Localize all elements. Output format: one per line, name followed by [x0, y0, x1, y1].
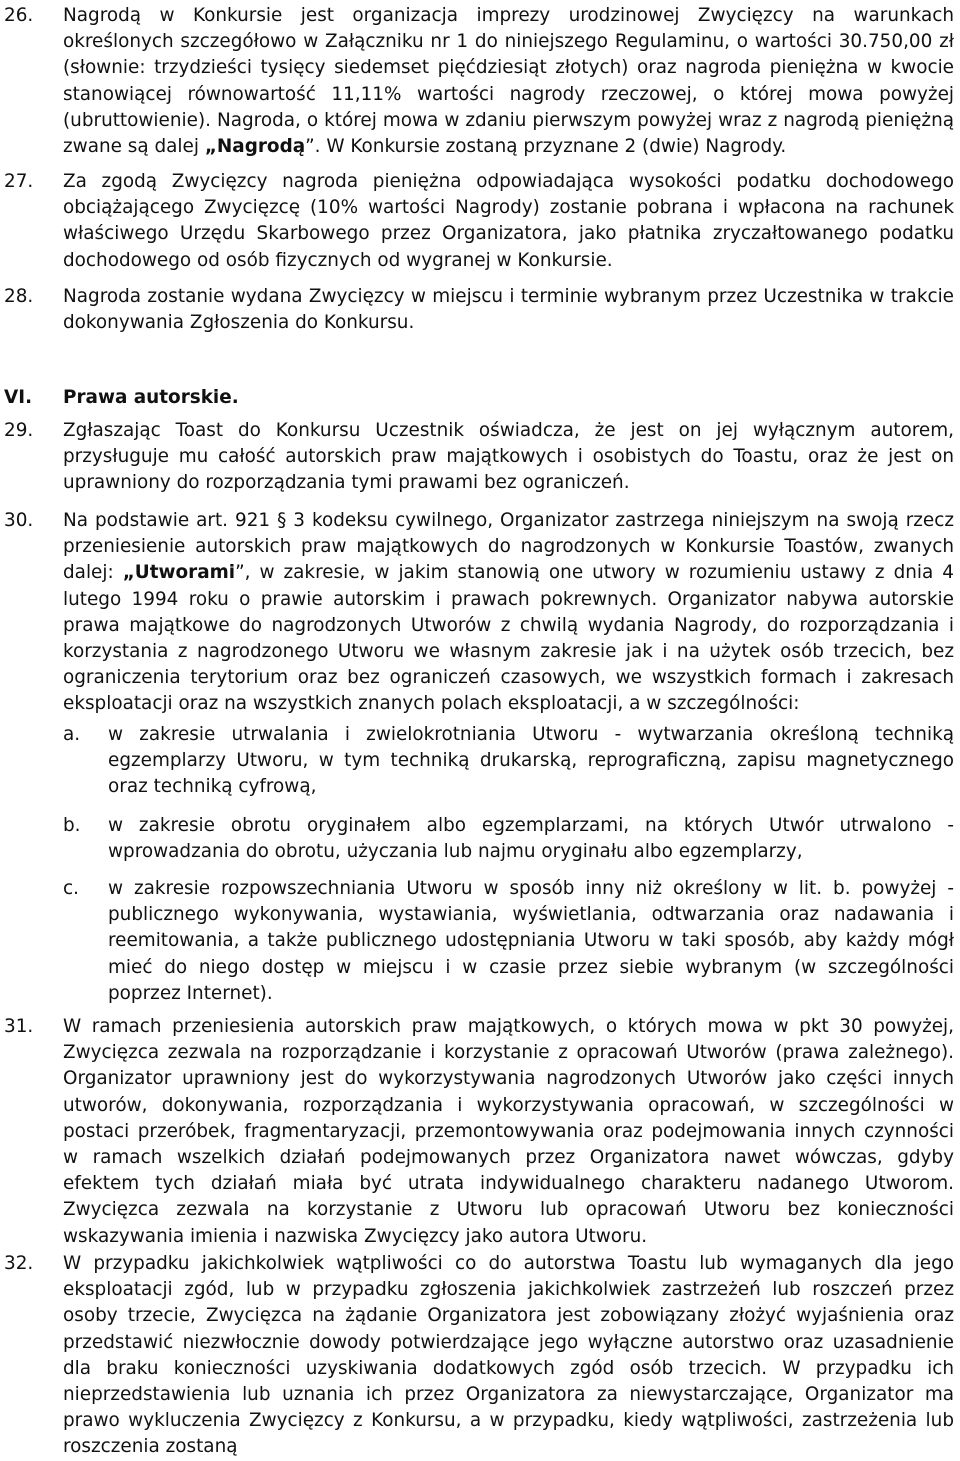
paragraph-number: 32.	[4, 1253, 34, 1274]
paragraph-number: 28.	[4, 286, 34, 307]
list-item-text: w zakresie utrwalania i zwielokrotniania Utworu - wytwarzania określoną techniką egzemplarzy Utworu, w tym techniką drukarską, reprograficzną, zapisu magnetycznego oraz techniką cyfrową,	[108, 724, 954, 798]
paragraph-number: 31.	[4, 1016, 34, 1037]
paragraph-text-part: Nagrodą w Konkursie jest organizacja imprezy urodzinowej Zwycięzcy na warunkach określonych szczegółowo w Załączniku nr 1 do niniejszego Regulaminu, o wartości 30.750,00 zł (słownie: trzydzieści tysięcy siedemset pięćdziesiąt złotych) oraz nagroda pieniężna w kwocie stanowiącej równowartość 11,11% wartości nagrody rzeczowej, o której mowa powyżej (ubruttowienie). Nagroda, o której mowa w zdaniu pierwszym powyżej wraz z nagrodą pieniężną zwane są dalej	[63, 5, 954, 158]
section-title: Prawa autorskie.	[63, 387, 239, 408]
paragraph-number: 29.	[4, 420, 34, 441]
paragraph-text: W przypadku jakichkolwiek wątpliwości co do autorstwa Toastu lub wymaganych dla jego eksploatacji zgód, lub w przypadku zgłoszenia jakichkolwiek zastrzeżeń lub roszczeń przez osoby trzecie, Zwycięzca na żądanie Organizatora jest zobowiązany złożyć wyjaśnienia oraz przedstawić niezwłocznie dowody potwierdzające jego wyłączne autorstwo oraz uzasadnienie dla braku konieczności uzyskiwania dodatkowych zgód osób trzecich. W przypadku ich nieprzedstawienia lub uznania ich przez Organizatora za niewystarczające, Organizator ma prawo wykluczenia Zwycięzcy z Konkursu, a w przypadku, kiedy wątpliwości, zastrzeżenia lub roszczenia zostaną	[63, 1253, 954, 1458]
paragraph-text: Za zgodą Zwycięzcy nagroda pieniężna odpowiadająca wysokości podatku dochodowego obciążającego Zwycięzcę (10% wartości Nagrody) zostanie pobrana i wpłacona na rachunek właściwego Urzędu Skarbowego przez Organizatora, jako płatnika zryczałtowanego podatku dochodowego od osób fizycznych od wygranej w Konkursie.	[63, 171, 954, 271]
paragraph-number: 26.	[4, 5, 34, 26]
paragraph-text: W ramach przeniesienia autorskich praw majątkowych, o których mowa w pkt 30 powyżej, Zwycięzca zezwala na rozporządzanie i korzystanie z opracowań Utworów (prawa zależnego). Organizator uprawniony jest do wykorzystywania nagrodzonych Utworów jako części innych utworów, dokonywania, rozporządzania i wykorzystywania opracowań, w szczególności w postaci przeróbek, fragmentaryzacji, przemontowywania oraz podejmowania innych czynności w ramach wszelkich działań podejmowanych przez Organizatora nawet wówczas, gdyby efektem tych działań miała być utrata indywidualnego charakteru nadanego Utworom. Zwycięzca zezwala na korzystanie z Utworu lub opracowań Utworu bez konieczności wskazywania imienia i nazwiska Zwycięzcy jako autora Utworu.	[63, 1016, 954, 1247]
paragraph-text: Nagroda zostanie wydana Zwycięzcy w miejscu i terminie wybranym przez Uczestnika w trakcie dokonywania Zgłoszenia do Konkursu.	[63, 286, 954, 334]
list-letter: c.	[63, 878, 79, 899]
paragraph-text	[63, 508, 954, 718]
paragraph-text	[63, 3, 954, 160]
paragraph-number: 27.	[4, 171, 34, 192]
paragraph-number: 30.	[4, 510, 34, 531]
defined-term-nagroda: „Nagrodą	[204, 136, 306, 158]
list-letter: b.	[63, 815, 81, 836]
list-item-text: w zakresie obrotu oryginałem albo egzemplarzami, na których Utwór utrwalono - wprowadzania do obrotu, użyczania lub najmu oryginału albo egzemplarzy,	[108, 815, 954, 863]
list-item-text: w zakresie rozpowszechniania Utworu w sposób inny niż określony w lit. b. powyżej - publicznego wykonywania, wystawiania, wyświetlania, odtwarzania oraz nadawania i reemitowania, a także publicznego udostępniania Utworu w taki sposób, aby każdy mógł mieć do niego dostęp w miejscu i w czasie przez siebie wybranym (w szczególności poprzez Internet).	[108, 878, 954, 1004]
paragraph-text: Zgłaszając Toast do Konkursu Uczestnik oświadcza, że jest on jej wyłącznym autorem, przysługuje mu całość autorskich praw majątkowych i osobistych do Toastu, oraz że jest on uprawniony do rozporządzania tymi prawami bez ograniczeń.	[63, 420, 954, 494]
section-number: VI.	[4, 387, 33, 408]
paragraph-text-part: ”, w zakresie, w jakim stanowią one utwory w rozumieniu ustawy z dnia 4 lutego 1994 roku o prawie autorskim i prawach pokrewnych. Organizator nabywa autorskie prawa majątkowe do nagrodzonych Utworów z chwilą wydania Nagrody, do rozporządzania i korzystania z nagrodzonego Utworu we własnym zakresie jak i na użytek osób trzecich, bez ograniczenia terytorium oraz bez ograniczeń czasowych, we wszystkich formach i zakresach eksploatacji oraz na wszystkich znanych polach eksploatacji, a w szczególności:	[63, 562, 954, 715]
paragraph-text-part: ”. W Konkursie zostaną przyznane 2 (dwie) Nagrody.	[305, 136, 787, 158]
paragraph-text-part: Na podstawie art. 921 § 3 kodeksu cywilnego, Organizator zastrzega niniejszym na swoją rzecz przeniesienie autorskich praw majątkowych do nagrodzonych w Konkursie Toastów, zwanych dalej:	[63, 510, 954, 584]
defined-term-utworami: „Utworami	[122, 562, 236, 584]
list-letter: a.	[63, 724, 81, 745]
